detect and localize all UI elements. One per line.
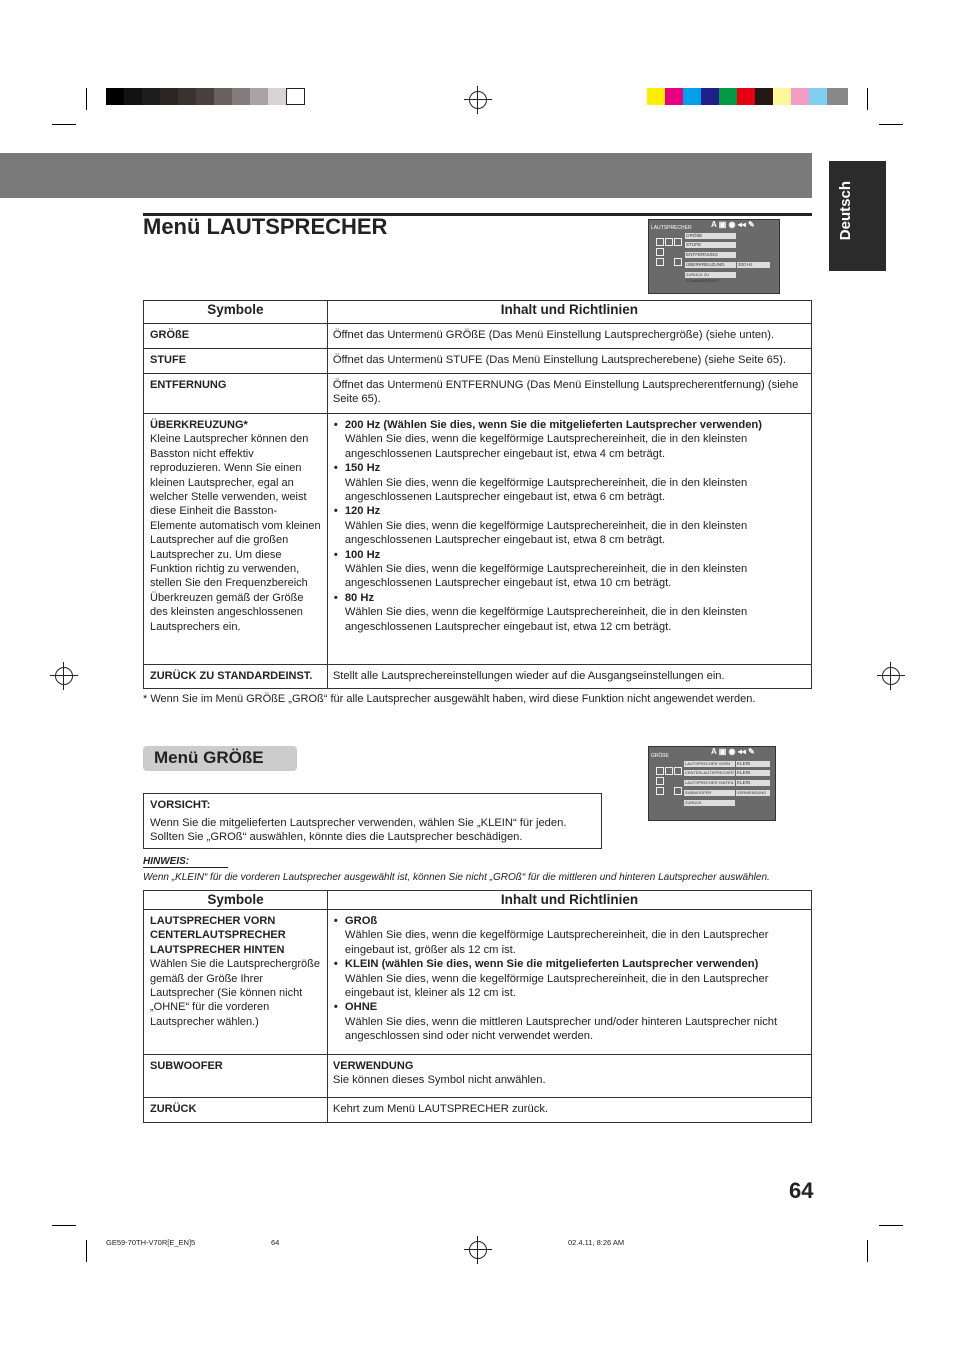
column-header-symbols: Symbole [144,301,328,324]
osd-item: CENTERLAUTSPRECHER [685,770,734,775]
osd-header: LAUTSPRECHER [651,225,692,231]
symbol-rear: LAUTSPRECHER HINTEN [150,943,285,956]
symbol-cell: ZURÜCK ZU STANDARDEINST. [144,665,328,689]
osd-item: LAUTSPRECHER HINTEN [685,780,734,785]
content-cell [327,1055,811,1098]
symbol-cell: ZURÜCK [144,1098,328,1123]
footer-date: 02.4.11, 8:26 AM [568,1238,625,1247]
speaker-icon [665,767,673,775]
speaker-icon [674,787,682,795]
osd-toolbar-icons: A ▣ ◉ ◂◂ ✎ [711,220,755,229]
footer-file: GE59-70TH-V70R[E_EN]5 [106,1238,196,1247]
header-bar [0,153,812,198]
speaker-icon [656,787,664,795]
content-cell: Stellt alle Lautsprechereinstellungen wieder auf die Ausgangseinstellungen ein. [327,665,811,689]
osd-item: ZURÜCK ZU STANDARDEINST. [685,272,736,278]
osd-value: KLEIN [736,770,770,776]
speaker-icon [656,238,664,246]
hint-label: HINWEIS: [143,856,228,868]
osd-value: KLEIN [736,761,770,767]
content-cell: Kehrt zum Menü LAUTSPRECHER zurück. [327,1098,811,1123]
list-item: • OHNE Wählen Sie dies, wenn die mittleren Lautsprecher und/oder hinteren Lautsprecher nicht angeschlossen sind oder nicht verwendet werden. [333,1000,806,1043]
speaker-icon [674,238,682,246]
osd-item: ÜBERKREUZUNG [685,262,736,268]
speaker-icon [656,767,664,775]
osd-item: ENTFERNUNG [685,252,736,258]
list-item: • 200 Hz (Wählen Sie dies, wenn Sie die mitgelieferten Lautsprecher verwenden) Wählen Sie dies, wenn die kegelförmige Lautsprechereinheit, die in den kleinsten angeschlossenen Lautsprecher eingebaut ist, etwa 4 cm beträgt. [333,418,806,461]
content-cell-crossover [327,414,811,665]
crossover-description: Kleine Lautsprecher können den Basston nicht effektiv reproduzieren. Wenn Sie einen kleinen Lautsprecher, egal an welcher Stelle verwenden, weist diese Einheit die Basston-Elemente automatisch vom kleinen Lautsprecher auf die großen Lautsprecher zu. Um diese Funktion richtig zu verwenden, stellen Sie den Frequenzbereich Überkreuzen gemäß der Größe des kleinsten angeschlossenen Lautsprechers ein. [150,433,321,633]
column-header-content: Inhalt und Richtlinien [327,891,811,910]
osd-item: STUFE [685,242,736,248]
size-menu-table [143,890,812,1123]
crossover-options [333,418,806,634]
subwoofer-value: VERWENDUNG [332,1060,414,1072]
section-heading: Menü GRÖßE [154,748,264,767]
list-item: • 80 Hz Wählen Sie dies, wenn die kegelförmige Lautsprechereinheit, die in den kleinsten angeschlossenen Lautsprecher eingebaut ist, etwa 12 cm beträgt. [333,591,806,634]
osd-item: GRÖßE [685,233,736,239]
speaker-icon [656,777,664,785]
registration-mark-icon [55,667,73,685]
symbol-cell: GRÖßE [144,324,328,349]
caution-label: VORSICHT: [150,799,211,811]
list-item: • KLEIN (wählen Sie dies, wenn Sie die mitgelieferten Lautsprecher verwenden) Wählen Sie dies, wenn die kegelförmige Lautsprechereinheit, die in den Lautsprecher eingebaut ist, kleiner als 12 cm ist. [333,957,806,1000]
language-tab [829,161,886,271]
symbol-cell: SUBWOOFER [144,1055,328,1098]
osd-value: VERWENDUNG [736,790,770,796]
footnote: * Wenn Sie im Menü GRÖßE „GROß“ für alle Lautsprecher ausgewählt haben, wird diese Funktion nicht angewendet werden. [143,693,756,705]
caution-box [143,793,602,849]
speaker-menu-table [143,300,812,689]
registration-mark-icon [469,91,487,109]
speaker-icon [656,258,664,266]
osd-size-menu [648,746,776,821]
osd-header: GRÖßE [651,753,669,759]
page-title: Menü LAUTSPRECHER [143,214,388,239]
speaker-icon [665,238,673,246]
subwoofer-note: Sie können dieses Symbol nicht anwählen. [332,1074,546,1087]
osd-value: KLEIN [736,780,770,786]
speakers-description: Wählen Sie die Lautsprechergröße gemäß der Größe Ihrer Lautsprecher (Sie können nicht „OHNE“ für die vorderen Lautsprecher wählen.) [150,958,320,1028]
osd-item: ZURÜCK [684,800,735,806]
column-header-content: Inhalt und Richtlinien [327,301,811,324]
section-heading-box [143,746,297,771]
list-item: • GROß Wählen Sie dies, wenn die kegelförmige Lautsprechereinheit, die in den Lautsprecher eingebaut ist, größer als 12 cm ist. [333,914,806,957]
page-number: 64 [789,1178,814,1203]
footer-page: 64 [271,1238,280,1247]
content-cell-speakers [327,910,811,1055]
osd-speaker-menu [648,219,780,294]
content-cell: Öffnet das Untermenü ENTFERNUNG (Das Menü Einstellung Lautsprecherentfernung) (siehe Seite 65). [327,374,811,414]
symbol-cell-speakers [144,910,328,1055]
speaker-icon [656,248,664,256]
symbol-center: CENTERLAUTSPRECHER [150,929,286,942]
symbol-front: LAUTSPRECHER VORN [150,915,276,927]
content-cell: Öffnet das Untermenü GRÖßE (Das Menü Einstellung Lautsprechergröße) (siehe unten). [327,324,811,349]
registration-mark-icon [882,667,900,685]
osd-item: LAUTSPRECHER VORN [684,761,735,767]
list-item: • 120 Hz Wählen Sie dies, wenn die kegelförmige Lautsprechereinheit, die in den kleinsten angeschlossenen Lautsprecher eingebaut ist, etwa 8 cm beträgt. [333,504,806,547]
crossover-label: ÜBERKREUZUNG* [150,419,248,431]
speaker-icon [674,258,682,266]
language-label: Deutsch [837,181,854,241]
osd-item: SUBWOOFER [684,790,735,796]
symbol-cell: ENTFERNUNG [144,374,328,414]
size-options [333,914,806,1044]
content-cell: Öffnet das Untermenü STUFE (Das Menü Einstellung Lautsprecherebene) (siehe Seite 65). [327,349,811,374]
osd-value: 200 Hz [737,262,770,268]
symbol-cell: STUFE [144,349,328,374]
list-item: • 150 Hz Wählen Sie dies, wenn die kegelförmige Lautsprechereinheit, die in den kleinsten angeschlossenen Lautsprecher eingebaut ist, etwa 6 cm beträgt. [333,461,806,504]
caution-text: Wenn Sie die mitgelieferten Lautsprecher verwenden, wählen Sie „KLEIN“ für jeden. Sollten Sie „GROß“ auswählen, könnte dies die Lautsprecher beschädigen. [150,817,567,844]
speaker-icon [674,767,682,775]
hint-text: Wenn „KLEIN“ für die vorderen Lautsprecher ausgewählt ist, können Sie nicht „GROß“ für die mittleren und hinteren Lautsprecher auswählen. [143,872,770,883]
symbol-cell-crossover [144,414,328,665]
column-header-symbols: Symbole [144,891,328,910]
osd-toolbar-icons: A ▣ ◉ ◂◂ ✎ [711,747,755,756]
registration-mark-icon [469,1241,487,1259]
list-item: • 100 Hz Wählen Sie dies, wenn die kegelförmige Lautsprechereinheit, die in den kleinsten angeschlossenen Lautsprecher eingebaut ist, etwa 10 cm beträgt. [333,548,806,591]
